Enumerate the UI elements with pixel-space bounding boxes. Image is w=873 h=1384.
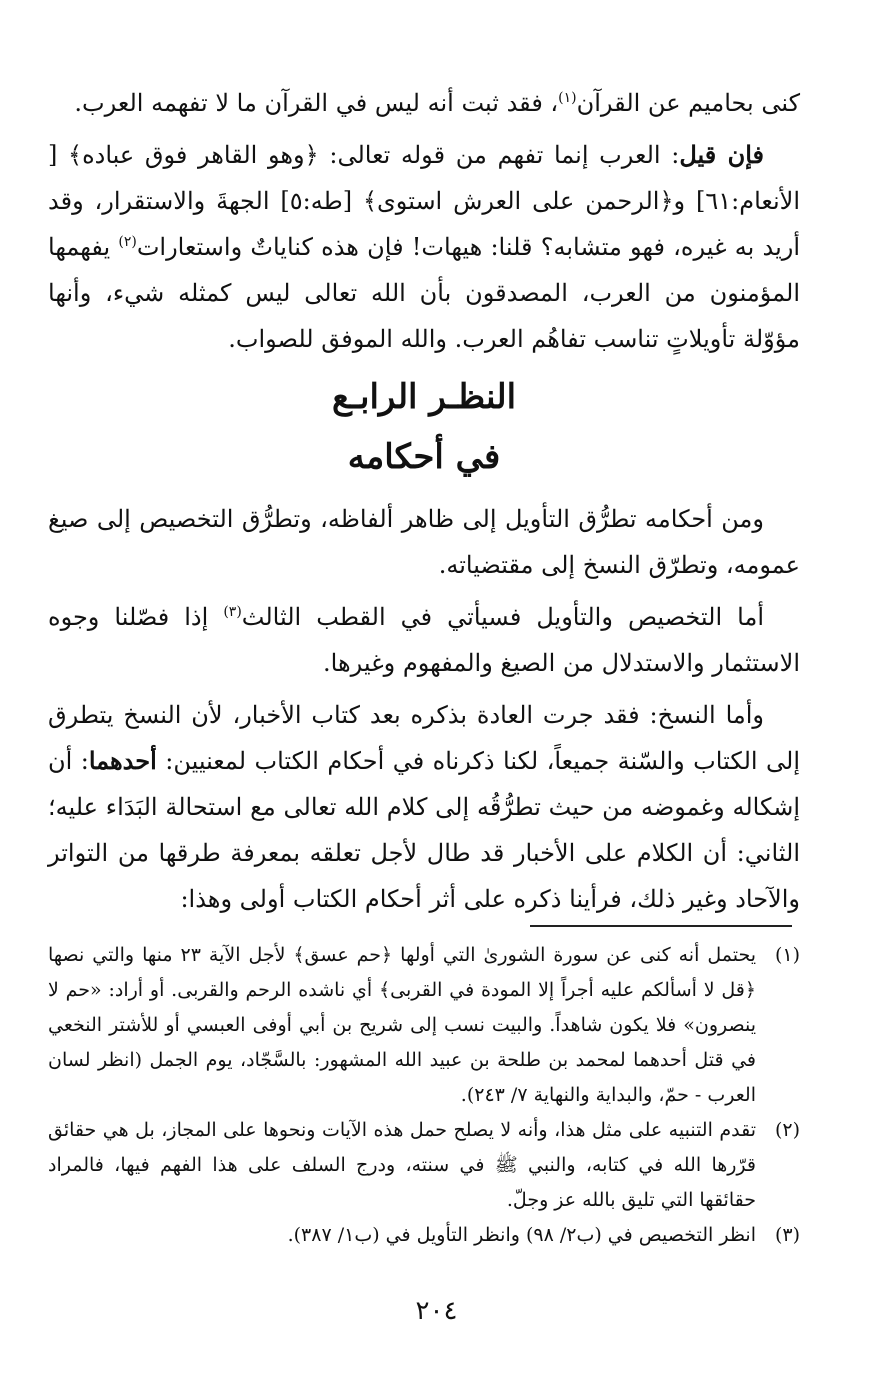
page-body [48, 80, 800, 928]
section-subheading: في أحكامه [347, 437, 501, 477]
paragraph-5-text-a: وأما النسخ: فقد جرت العادة بذكره بعد كتاب الأخبار، لأن النسخ يتطرق إلى الكتاب والسّنة جميعاً، لكنا ذكرناه في أحكام الكتاب لمعنيين: [48, 701, 800, 775]
paragraph-1-text: كنى بحاميم عن القرآن [576, 89, 800, 117]
paragraph-4-text: أما التخصيص والتأويل فسيأتي في القطب الثالث [241, 603, 764, 631]
paragraph-2 [48, 132, 800, 362]
footnote-ref-1[interactable]: (١) [558, 90, 577, 106]
footnote-ref-2[interactable]: (٢) [118, 234, 137, 250]
paragraph-1-end: ، فقد ثبت أنه ليس في القرآن ما لا تفهمه العرب. [74, 89, 559, 117]
footnote-number: (١) [774, 944, 800, 966]
paragraph-1 [48, 80, 800, 126]
footnote-text: يحتمل أنه كنى عن سورة الشورىٰ التي أولها ﴿حم عسق﴾ لأجل الآية ٢٣ منها والتي نصها ﴿قل لا أسألكم عليه أجراً إلا المودة في القربى﴾ أي ناشده الرحم والقربى. أو أراد: «حم لا ينصرون» فلا يكون شاهداً. والبيت نسب إلى شريح بن أبي أوفى العبسي أو للأشتر النخعي في قتل أحدهما لمحمد بن طلحة بن عبيد الله المشهور: بالسَّجّاد، يوم الجمل (انظر لسان العرب - حمّ، والبداية والنهاية ٧/ ٢٤٣). [48, 944, 756, 1106]
footnote-ref-3[interactable]: (٣) [223, 604, 242, 620]
footnotes [48, 938, 800, 1253]
footnote-3 [48, 1218, 800, 1253]
footnote-number: (٢) [774, 1119, 800, 1141]
footnote-number: (٣) [774, 1224, 800, 1246]
page-number: ٢٠٤ [415, 1296, 458, 1326]
footnote-text: تقدم التنبيه على مثل هذا، وأنه لا يصلح حمل هذه الآيات ونحوها على المجاز، بل هي حقائق قرّرها الله في كتابه، والنبي ﷺ في سنته، ودرج السلف على هذا الفهم فيها، فالمراد حقائقها التي تليق بالله عز وجلّ. [48, 1119, 756, 1211]
footnote-2 [48, 1113, 800, 1218]
section-heading: النظـر الرابـع [331, 377, 517, 417]
paragraph-2-text: : العرب إنما تفهم من قوله تعالى: ﴿وهو القاهر فوق عباده﴾ [ الأنعام:٦١] و﴿الرحمن على العرش استوى﴾ [طه:٥] الجهةَ والاستقرار، وقد أريد به غيره، فهو متشابه؟ قلنا: هيهات! فإن هذه كناياتٌ واستعارات [48, 141, 801, 261]
paragraph-5-text-b: : أن إشكاله وغموضه من حيث تطرُّقُه إلى كلام الله تعالى مع استحالة البَدَاء عليه؛ الثاني: أن الكلام على الأخبار قد طال لأجل تعلقه بمعرفة طرقها من التواتر والآحاد وغير ذلك، فرأينا ذكره على أثر أحكام الكتاب أولى وهذا: [48, 747, 800, 913]
paragraph-4 [48, 594, 800, 686]
paragraph-5-bold: أحدهما [88, 746, 157, 775]
paragraph-4-end: إذا فصّلنا وجوه الاستثمار والاستدلال من الصيغ والمفهوم وغيرها. [48, 603, 800, 677]
paragraph-2-lead: فإن قيل [679, 140, 765, 169]
paragraph-5 [48, 692, 800, 922]
paragraph-3: ومن أحكامه تطرُّق التأويل إلى ظاهر ألفاظه، وتطرُّق التخصيص إلى صيغ عمومه، وتطرّق النسخ إلى مقتضياته. [48, 505, 800, 579]
footnote-1 [48, 938, 800, 1113]
paragraph-2-end: يفهمها المؤمنون من العرب، المصدقون بأن الله تعالى ليس كمثله شيء، وأنها مؤوّلة تأويلاتٍ تناسب تفاهُم العرب. والله الموفق للصواب. [48, 233, 800, 353]
footnote-text: انظر التخصيص في (ب٢/ ٩٨) وانظر التأويل في (ب١/ ٣٨٧). [287, 1224, 756, 1246]
footnote-divider [530, 925, 792, 927]
